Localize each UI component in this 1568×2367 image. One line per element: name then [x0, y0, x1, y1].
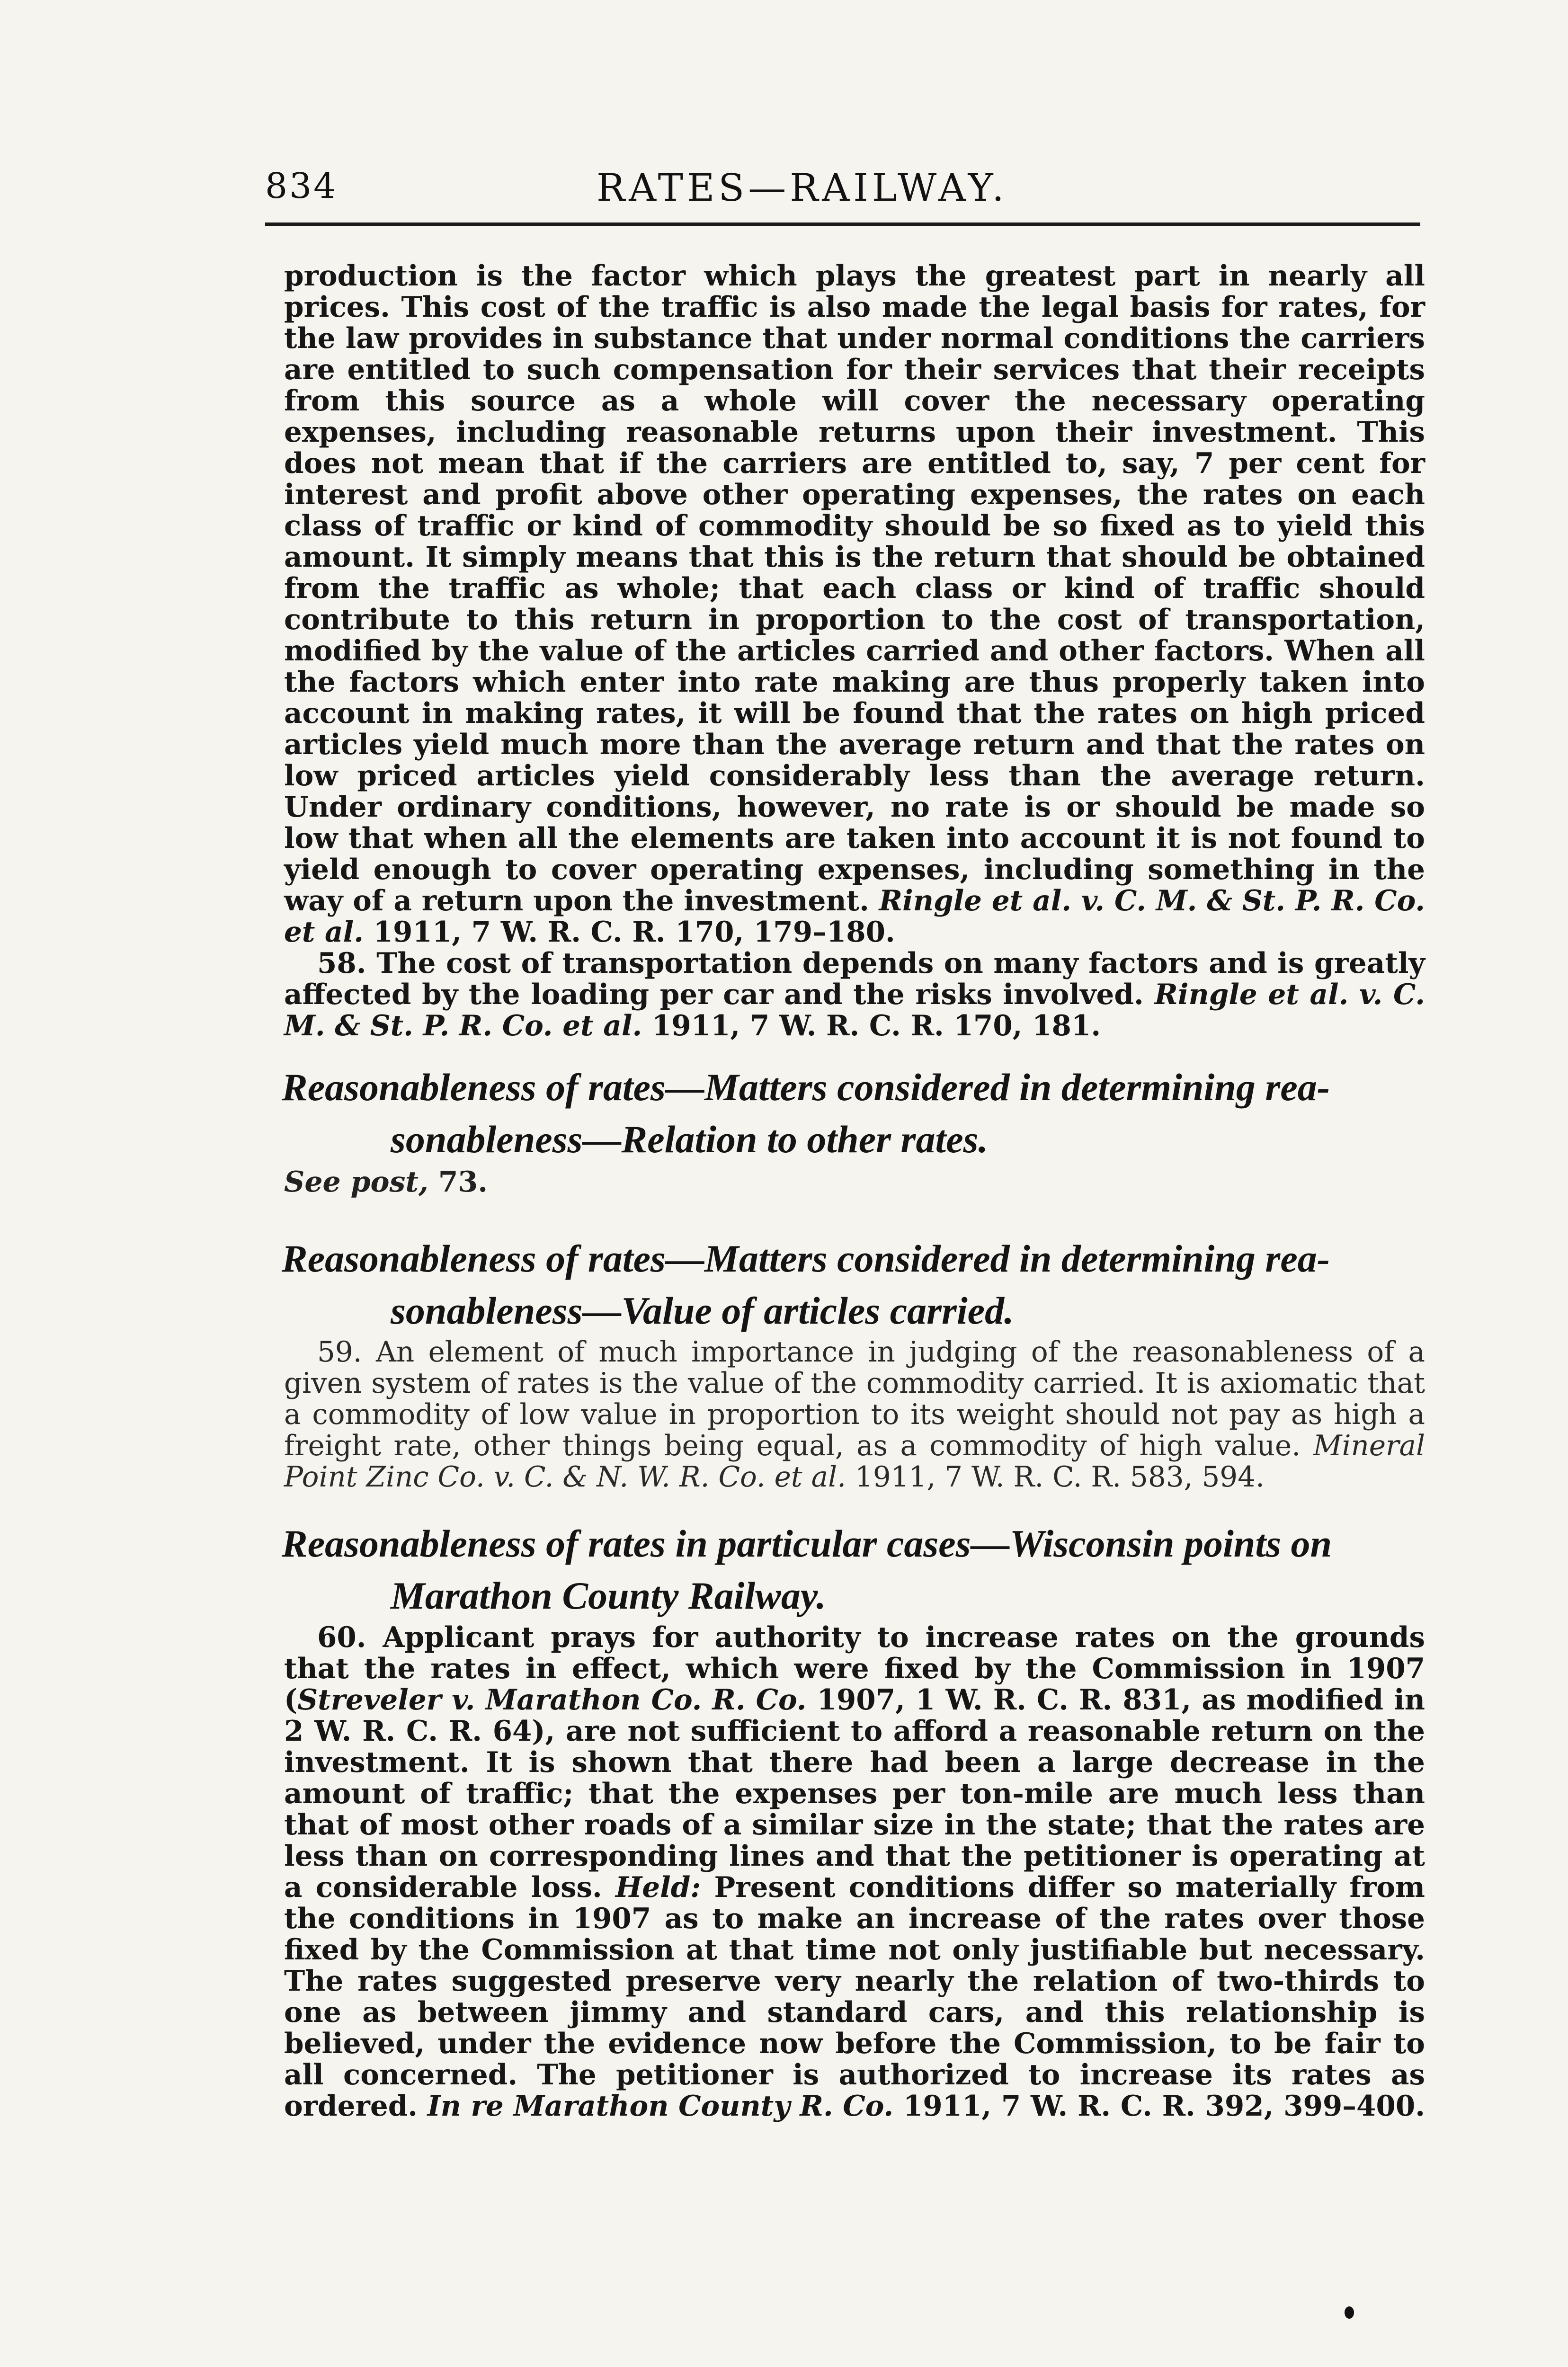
ink-mark — [1345, 2306, 1354, 2319]
paragraph-text: production is the factor which plays the greatest part in nearly all prices. This cost of the traffic is also made the legal basis for rates, for the law provides in substance that under normal conditions the carriers are entitled to such compensation for their services that their receipts from this source as a whole will cover the necessary operating expenses, including reasonable returns upon their investment. This does not mean that if the carriers are entitled to, say, 7 per cent for interest and profit above other operating expenses, the rates on each class of traffic or kind of commodity should be so fixed as to yield this amount. It simply means that this is the return that should be obtained from the traffic as whole; that each class or kind of traffic should contribute to this return in proportion to the cost of transportation, modified by the value of the articles carried and other factors. When all the factors which enter into rate making are thus properly taken into account in making rates, it will be found that the rates on high priced articles yield much more than the average return and that the rates on low priced articles yield considerably less than the average return. Under ordinary conditions, however, no rate is or should be made so low that when all the elements are taken into account it is not found to yield enough to cover operating expenses, including something in the way of a return upon the investment. — [284, 259, 1425, 917]
page-header — [265, 156, 1420, 227]
held-label: Held: — [615, 1871, 701, 1904]
heading-line: Reasonableness of rates—Matters considered in determining rea- — [282, 1066, 1330, 1109]
citation-case: Streveler v. Marathon Co. R. Co. — [297, 1683, 807, 1717]
section-heading — [282, 1518, 1425, 1622]
citation-case: Ringle et al. v. C. M. & St. P. R. Co. et al. — [284, 884, 1425, 949]
paragraph-text: 1907, 1 W. R. C. R. 831, as modified in 2 W. R. C. R. 64), are not sufficient to afford a reasonable return on the investment. It is shown that there had been a large decrease in the amount of traffic; that the expenses per ton-mile are much less than that of most other roads of a similar size in the state; that the rates are less than on corresponding lines and that the petitioner is operating at a considerable loss. — [284, 1683, 1425, 1904]
header-rule — [265, 222, 1420, 226]
cross-reference — [284, 1166, 1425, 1199]
citation-case: Ringle et al. v. C. M. & St. P. R. Co. et al. — [284, 978, 1425, 1042]
paragraph-continued — [284, 260, 1425, 948]
citation-ref: 1911, 7 W. R. C. R. 170, 179–180. — [363, 916, 895, 949]
heading-line: Reasonableness of rates—Matters considered in determining rea- — [282, 1237, 1330, 1280]
citation-case: Mineral Point Zinc Co. v. C. & N. W. R. Co. et al. — [284, 1430, 1425, 1494]
citation-case: In re Marathon County R. Co. — [427, 2090, 894, 2123]
citation-ref: 1911, 7 W. R. C. R. 583, 594. — [846, 1461, 1265, 1494]
see-number: 73. — [428, 1166, 488, 1199]
section-heading — [282, 1061, 1425, 1166]
heading-line: Marathon County Railway. — [391, 1574, 826, 1617]
paragraph-60 — [284, 1622, 1425, 2122]
page-number: 834 — [265, 166, 338, 206]
paragraph-58 — [284, 948, 1425, 1041]
section-heading — [282, 1233, 1425, 1337]
see-label: See post, — [284, 1166, 428, 1199]
heading-line: sonableness—Value of articles carried. — [391, 1289, 1014, 1332]
heading-line: sonableness—Relation to other rates. — [391, 1118, 989, 1161]
citation-ref: 1911, 7 W. R. C. R. 170, 181. — [642, 1009, 1101, 1042]
paragraph-text: Present conditions differ so materially from the conditions in 1907 as to make an increase of the rates over those fixed by the Commission at that time not only justifiable but necessary. The rates suggested preserve very nearly the relation of two-thirds to one as between jimmy and standard cars, and this relationship is believed, under the evidence now before the Commission, to be fair to all concerned. The petitioner is authorized to increase its rates as ordered. — [284, 1871, 1425, 2123]
paragraph-text: 59. An element of much importance in judging of the reasonableness of a given system of rates is the value of the commodity carried. It is axiomatic that a commodity of low value in proportion to its weight should not pay as high a freight rate, other things being equal, as a commodity of high value. — [284, 1336, 1425, 1462]
body-text — [284, 260, 1425, 2122]
paragraph-59 — [284, 1337, 1425, 1493]
citation-ref: 1911, 7 W. R. C. R. 392, 399–400. — [893, 2090, 1425, 2123]
heading-line: Reasonableness of rates in particular cases—Wisconsin points on — [282, 1522, 1332, 1565]
paragraph-text: 58. The cost of transportation depends on many factors and is greatly affected by the loading per car and the risks involved. — [284, 947, 1425, 1011]
running-head: RATES—RAILWAY. — [597, 166, 1008, 210]
paragraph-text: 60. Applicant prays for authority to increase rates on the grounds that the rates in effect, which were fixed by the Commission in 1907 ( — [284, 1621, 1425, 1717]
